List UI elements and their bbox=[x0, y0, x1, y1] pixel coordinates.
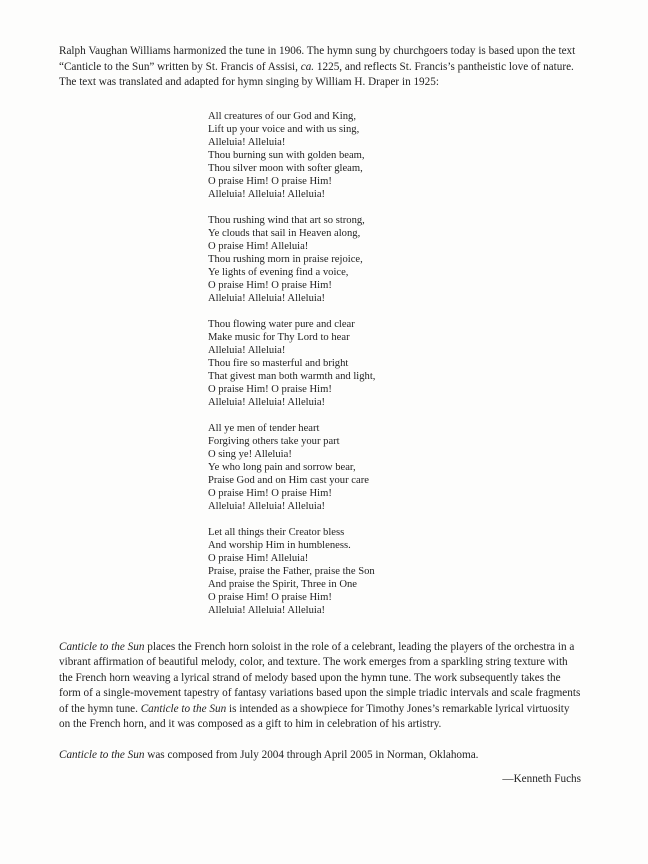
hymn-line: And praise the Spirit, Three in One bbox=[208, 578, 357, 590]
hymn-stanza-1 bbox=[208, 110, 581, 201]
hymn-line: Alleluia! Alleluia! Alleluia! bbox=[208, 188, 326, 200]
hymn-line: All ye men of tender heart bbox=[208, 422, 320, 434]
hymn-line: Forgiving others take your part bbox=[208, 435, 340, 447]
hymn-line: Ye lights of evening find a voice, bbox=[208, 266, 349, 278]
hymn-line: Praise God and on Him cast your care bbox=[208, 474, 369, 486]
hymn-line: Alleluia! Alleluia! Alleluia! bbox=[208, 396, 326, 408]
hymn-stanza-2 bbox=[208, 214, 581, 305]
hymn-line: Alleluia! Alleluia! bbox=[208, 344, 286, 356]
work-title-italic-2: Canticle to the Sun bbox=[140, 702, 227, 715]
composition-date-text: was composed from July 2004 through April 2005 in Norman, Oklahoma. bbox=[144, 748, 479, 761]
hymn-line: Ye who long pain and sorrow bear, bbox=[208, 461, 356, 473]
hymn-line: Thou rushing wind that art so strong, bbox=[208, 214, 365, 226]
hymn-line: O praise Him! Alleluia! bbox=[208, 552, 309, 564]
hymn-line: Thou fire so masterful and bright bbox=[208, 357, 349, 369]
description-text-1: places the French horn soloist in the role of a celebrant, leading the players of the orchestra in a vibrant affirmation of beautiful melody, color, and texture. The work emerges from a sparkling string texture with the French horn weaving a lyrical strand of melody based upon the hymn tune. The work subsequently takes the form of a single-movement tapestry of fantasy variations based upon the simple triadic intervals and scale fragments of the hymn tune. bbox=[59, 640, 581, 715]
hymn-stanza-5 bbox=[208, 526, 581, 617]
hymn-line: O praise Him! O praise Him! bbox=[208, 591, 332, 603]
hymn-line: Thou silver moon with softer gleam, bbox=[208, 162, 363, 174]
hymn-line: O praise Him! O praise Him! bbox=[208, 383, 332, 395]
hymn-stanza-4 bbox=[208, 422, 581, 513]
hymn-stanza-3 bbox=[208, 318, 581, 409]
hymn-line: O praise Him! O praise Him! bbox=[208, 175, 332, 187]
hymn-line: All creatures of our God and King, bbox=[208, 110, 356, 122]
hymn-line: Let all things their Creator bless bbox=[208, 526, 345, 538]
hymn-line: Alleluia! Alleluia! Alleluia! bbox=[208, 604, 326, 616]
hymn-line: Alleluia! Alleluia! Alleluia! bbox=[208, 500, 326, 512]
hymn-line: Thou rushing morn in praise rejoice, bbox=[208, 253, 363, 265]
intro-text-1: Ralph Vaughan Williams harmonized the tune in 1906. The hymn sung by churchgoers today is based upon the text “Canticle to the Sun” written by St. Francis of Assisi, bbox=[59, 45, 576, 73]
composition-date-paragraph bbox=[59, 748, 581, 764]
hymn-line: That givest man both warmth and light, bbox=[208, 370, 376, 382]
hymn-text-block bbox=[208, 110, 581, 617]
author-attribution: —Kenneth Fuchs bbox=[502, 773, 581, 785]
hymn-line: O praise Him! Alleluia! bbox=[208, 240, 309, 252]
hymn-line: O praise Him! O praise Him! bbox=[208, 279, 332, 291]
hymn-line: O sing ye! Alleluia! bbox=[208, 448, 292, 460]
page-content bbox=[59, 44, 581, 788]
hymn-line: Make music for Thy Lord to hear bbox=[208, 331, 350, 343]
hymn-line: Lift up your voice and with us sing, bbox=[208, 123, 360, 135]
hymn-line: Ye clouds that sail in Heaven along, bbox=[208, 227, 361, 239]
hymn-line: Alleluia! Alleluia! bbox=[208, 136, 286, 148]
work-title-italic-3: Canticle to the Sun bbox=[59, 748, 145, 761]
intro-paragraph bbox=[59, 44, 581, 91]
hymn-line: O praise Him! O praise Him! bbox=[208, 487, 332, 499]
description-text-2: is intended as a showpiece for Timothy Jones’s remarkable lyrical virtuosity on the French horn, and it was composed as a gift to him in celebration of his artistry. bbox=[59, 702, 570, 730]
hymn-line: And worship Him in humbleness. bbox=[208, 539, 351, 551]
hymn-line: Thou flowing water pure and clear bbox=[208, 318, 355, 330]
intro-text-2: 1225, and reflects St. Francis’s pantheistic love of nature. The text was translated and adapted for hymn singing by William H. Draper in 1925: bbox=[59, 60, 574, 88]
hymn-line: Thou burning sun with golden beam, bbox=[208, 149, 365, 161]
work-description-paragraph bbox=[59, 640, 581, 733]
hymn-line: Alleluia! Alleluia! Alleluia! bbox=[208, 292, 326, 304]
hymn-line: Praise, praise the Father, praise the Son bbox=[208, 565, 375, 577]
intro-ca-italic: ca. bbox=[300, 60, 315, 73]
work-title-italic-1: Canticle to the Sun bbox=[59, 640, 145, 653]
